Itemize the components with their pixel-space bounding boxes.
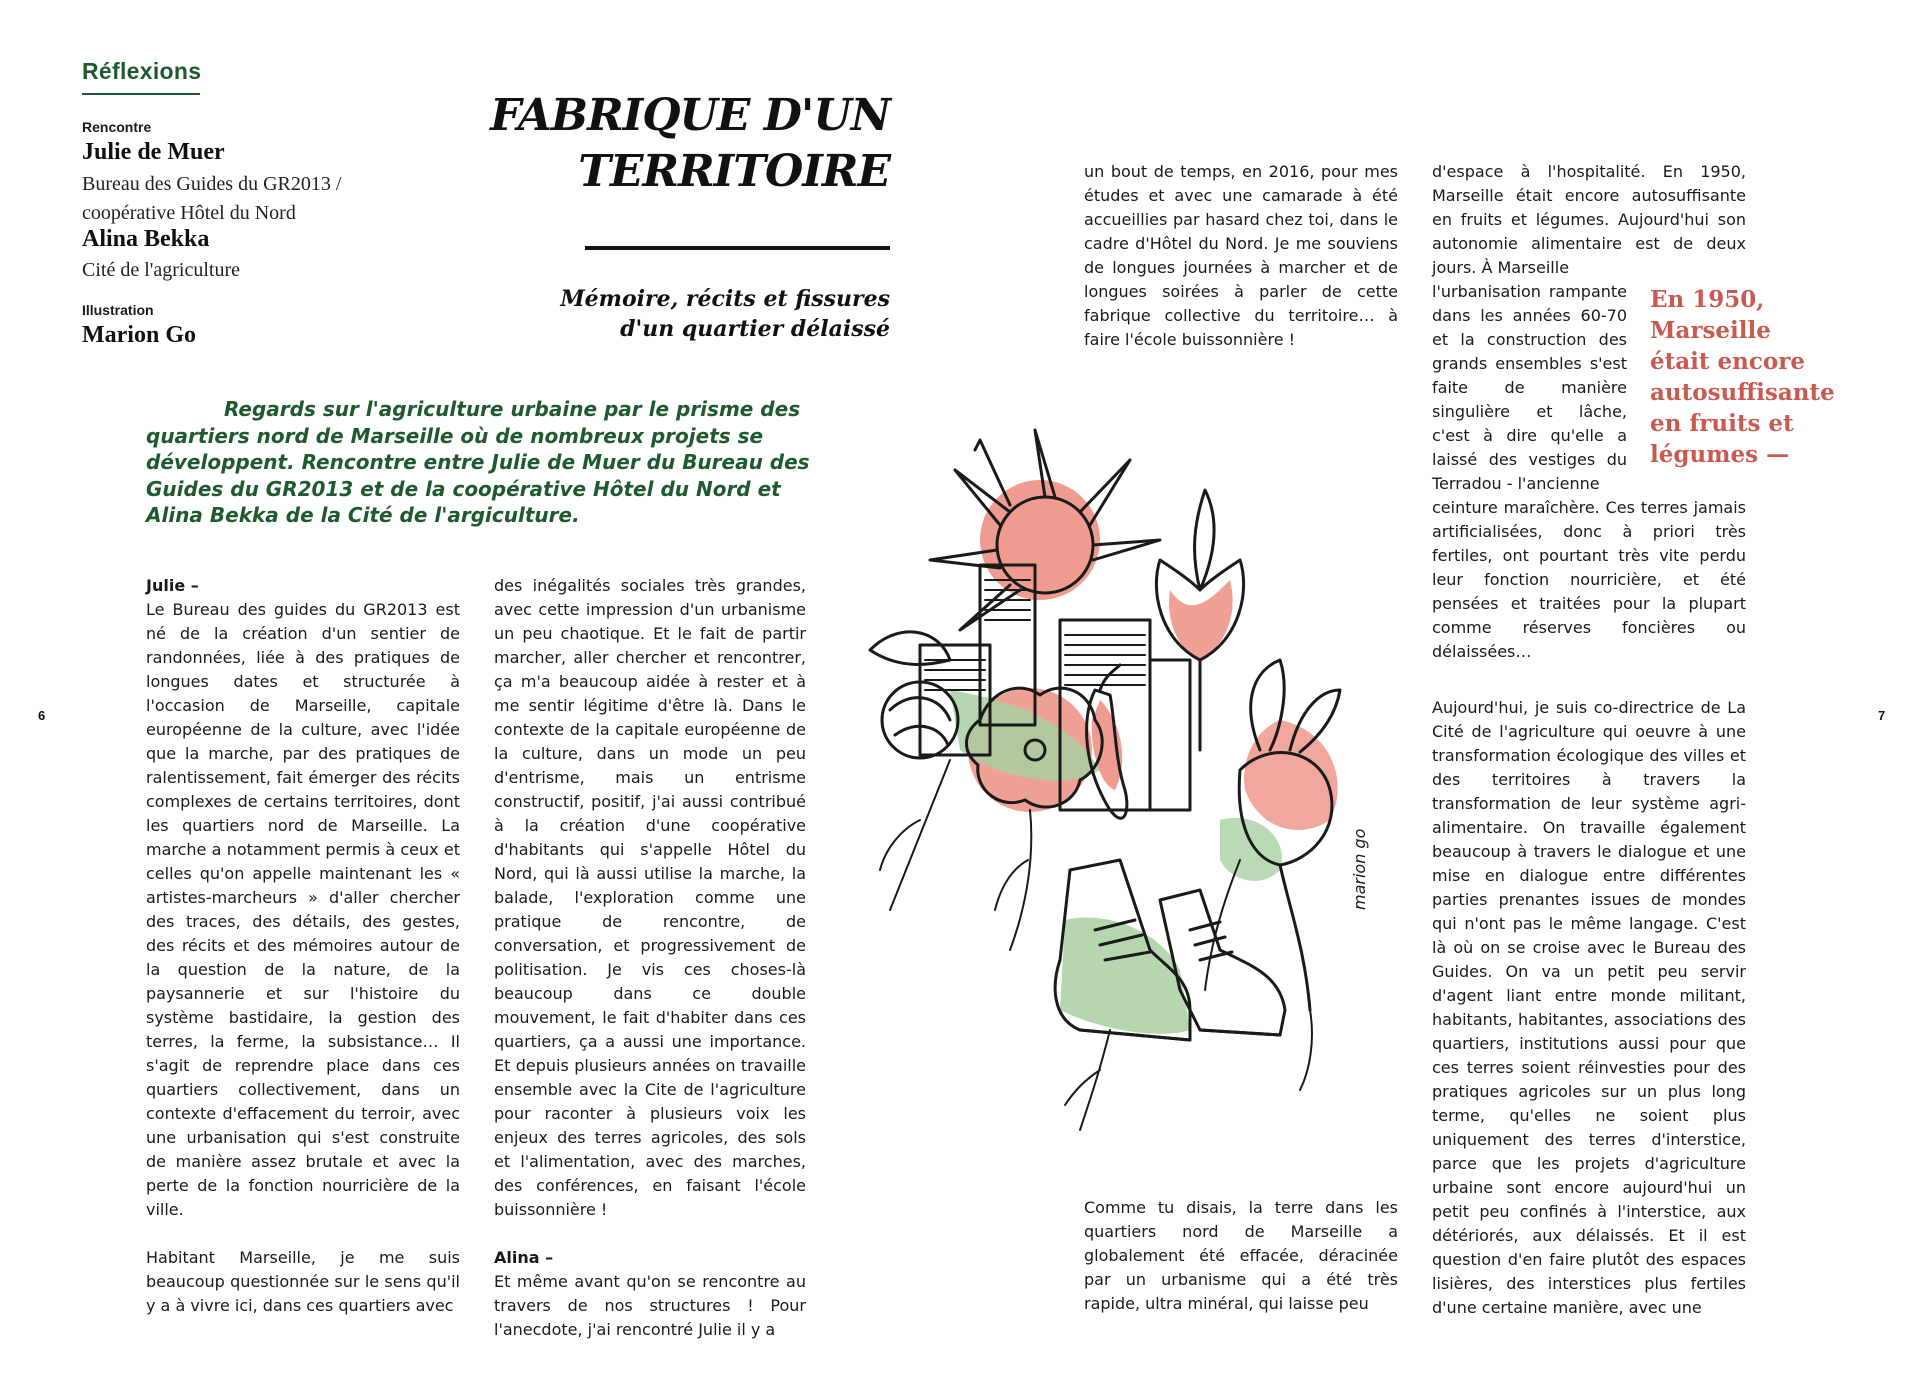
illustration <box>860 390 1420 1150</box>
person1-role-line1: Bureau des Guides du GR2013 / <box>82 173 342 195</box>
page-number-left: 6 <box>38 708 46 723</box>
person2-name: Alina Bekka <box>82 226 210 252</box>
page-number-right: 7 <box>1878 708 1886 723</box>
column-4-paragraph-1b: l'urbanisation rampante dans les années 60-70 et la construction des grands ensembles s'est faite de manière singulière et lâche, c'est à dire qu'elle a laissé des vestiges du Terradou - l'ancienne <box>1432 282 1627 493</box>
illustration-signature: marion go <box>1350 828 1369 910</box>
column-2 <box>494 574 806 1342</box>
person1-role-line2: coopérative Hôtel du Nord <box>82 202 296 224</box>
speaker-alina: Alina – <box>494 1248 554 1267</box>
article-title <box>470 88 890 200</box>
section-label: Réflexions <box>82 58 202 84</box>
column-3-top <box>1084 160 1398 352</box>
column-4-paragraph-2: Aujourd'hui, je suis co-directrice de La Cité de l'agriculture qui oeuvre à une transformation écologique des villes et des territoires à travers la transformation de leur système agri-alimentaire. On travaille également beaucoup à travers le dialogue et une mise en dialogue entre différentes parties prenantes issues de mondes qui n'ont pas le même langage. C'est là où on se croise avec le Bureau des Guides. On va un petit peu servir d'agent liant entre monde militant, habitants, habitantes, associations des quartiers, institutions aussi pour que ces terres soient réinvesties pour des pratiques agricoles sur un plus long terme, qu'elles ne soient plus uniquement des terres d'interstice, parce que les projets d'agriculture urbaine sont encore aujourd'hui un petit peu confinés à l'interstice, aux détériorés, aux délaissés. Et il est question d'en faire plutôt des espaces lisières, des interstices plus fertiles d'une certaine manière, avec une <box>1432 698 1746 1317</box>
column-1-paragraph-1: Le Bureau des guides du GR2013 est né de la création d'un sentier de randonnées, liée à des pratiques de longues dates et structurée à l'occasion de Marseille, capitale européenne de la culture, avec l'idée que la marche, par des pratiques de ralentissement, fait émerger des récits complexes de certains territoires, dont les quartiers nord de Marseille. La marche a notamment permis à ceux et celles qu'on appelle maintenant les « artistes-marcheurs » d'aller chercher des traces, des détails, des gestes, des récits et des mémoires autour de la question de la nature, de la paysannerie et sur l'histoire du système bastidaire, la gestion des terres, la ferme, la subsistance… Il s'agit de reprendre place dans ces quartiers collectivement, dans un contexte d'effacement du terroir, avec une urbanisation qui s'est construite de manière assez brutale et avec la perte de la fonction nourricière de la ville. <box>146 600 460 1219</box>
cabbage-drawing <box>870 632 958 758</box>
column-1-paragraph-2: Habitant Marseille, je me suis beaucoup questionnée sur le sens qu'il y a à vivre ici, dans ces quartiers avec <box>146 1248 460 1315</box>
meeting-label: Rencontre <box>82 119 152 135</box>
title-line-2: TERRITOIRE <box>578 146 890 197</box>
pull-quote: En 1950, Marseille était encore autosuffisante en fruits et légumes — <box>1650 286 1835 468</box>
subtitle-line-1: Mémoire, récits et fissures <box>560 286 890 312</box>
radish-leaf-blob <box>1220 818 1282 881</box>
illustrator-name: Marion Go <box>82 322 196 348</box>
person1-name: Julie de Muer <box>82 139 225 165</box>
column-4-part-c <box>1432 496 1746 664</box>
column-3-paragraph-2: Comme tu disais, la terre dans les quartiers nord de Marseille a globalement été effacée, déracinée par un urbanisme qui a été très rapide, ultra minéral, qui laisse peu <box>1084 1198 1398 1313</box>
person2-role: Cité de l'agriculture <box>82 259 240 281</box>
title-rule <box>585 246 890 250</box>
section-rule <box>82 93 200 95</box>
column-4-paragraph-1c: ceinture maraîchère. Ces terres jamais artificialisées, donc à priori très fertiles, ont pourtant très vite perdu leur fonction nourricière, et été pensées et traitées pour la plupart comme réserves foncières ou délaissées… <box>1432 498 1746 661</box>
illustration-label: Illustration <box>82 302 154 318</box>
column-4-bottom <box>1432 696 1746 1320</box>
column-3-bottom <box>1084 1196 1398 1316</box>
column-3-paragraph-1: un bout de temps, en 2016, pour mes études et avec une camarade à été accueillies par hasard chez toi, dans le cadre d'Hôtel du Nord. Je me souviens de longues journées à marcher et de longues soirées à parler de cette fabrique collective du territoire… à faire l'école buissonnière ! <box>1084 162 1398 349</box>
artichoke-blob <box>1169 580 1233 660</box>
column-1 <box>146 574 460 1318</box>
column-4-paragraph-1a: d'espace à l'hospitalité. En 1950, Marseille était encore autosuffisante en fruits et légumes. Aujourd'hui son autonomie alimentaire est de deux jours. À Marseille <box>1432 162 1746 277</box>
speaker-julie: Julie – <box>146 576 199 595</box>
column-4-part-b <box>1432 280 1627 496</box>
column-2-paragraph-2: Et même avant qu'on se rencontre au travers de nos structures ! Pour l'anecdote, j'ai rencontré Julie il y a <box>494 1272 806 1339</box>
column-4-part-a <box>1432 160 1746 280</box>
column-2-paragraph-1: des inégalités sociales très grandes, avec cette impression d'un urbanisme un peu chaotique. Et le fait de partir marcher, aller chercher et rencontrer, ça m'a beaucoup aidée à rester et à me sentir légitime d'être là. Dans le contexte de la capitale européenne de la culture, dans un mode un peu d'entrisme, mais un entrisme constructif, positif, j'ai aussi contribué à la création d'une coopérative d'habitants qui s'appelle Hôtel du Nord, qui là aussi utilise la marche, la balade, l'exploration comme une pratique de rencontre, de conversation, et progressivement de politisation. Je vis ces choses-là beaucoup dans ce double mouvement, le fait d'habiter dans ces quartiers, ça a aussi une importance. Et depuis plusieurs années on travaille ensemble avec la Cite de l'agriculture pour raconter à plusieurs voix les enjeux des terres agricoles, des sols et l'alimentation, avec des marches, des conférences, en faisant l'école buissonnière ! <box>494 576 806 1219</box>
title-line-1: FABRIQUE D'UN <box>490 90 890 141</box>
subtitle-line-2: d'un quartier délaissé <box>620 316 890 342</box>
boot-blob <box>1060 917 1190 1033</box>
lede-paragraph: Regards sur l'agriculture urbaine par le prisme des quartiers nord de Marseille où de nombreux projets se développent. Rencontre entre Julie de Muer du Bureau des Guides du GR2013 et de la coopérative Hôtel du Nord et Alina Bekka de la Cité de l'argiculture. <box>146 397 810 527</box>
article-subtitle <box>480 284 890 344</box>
